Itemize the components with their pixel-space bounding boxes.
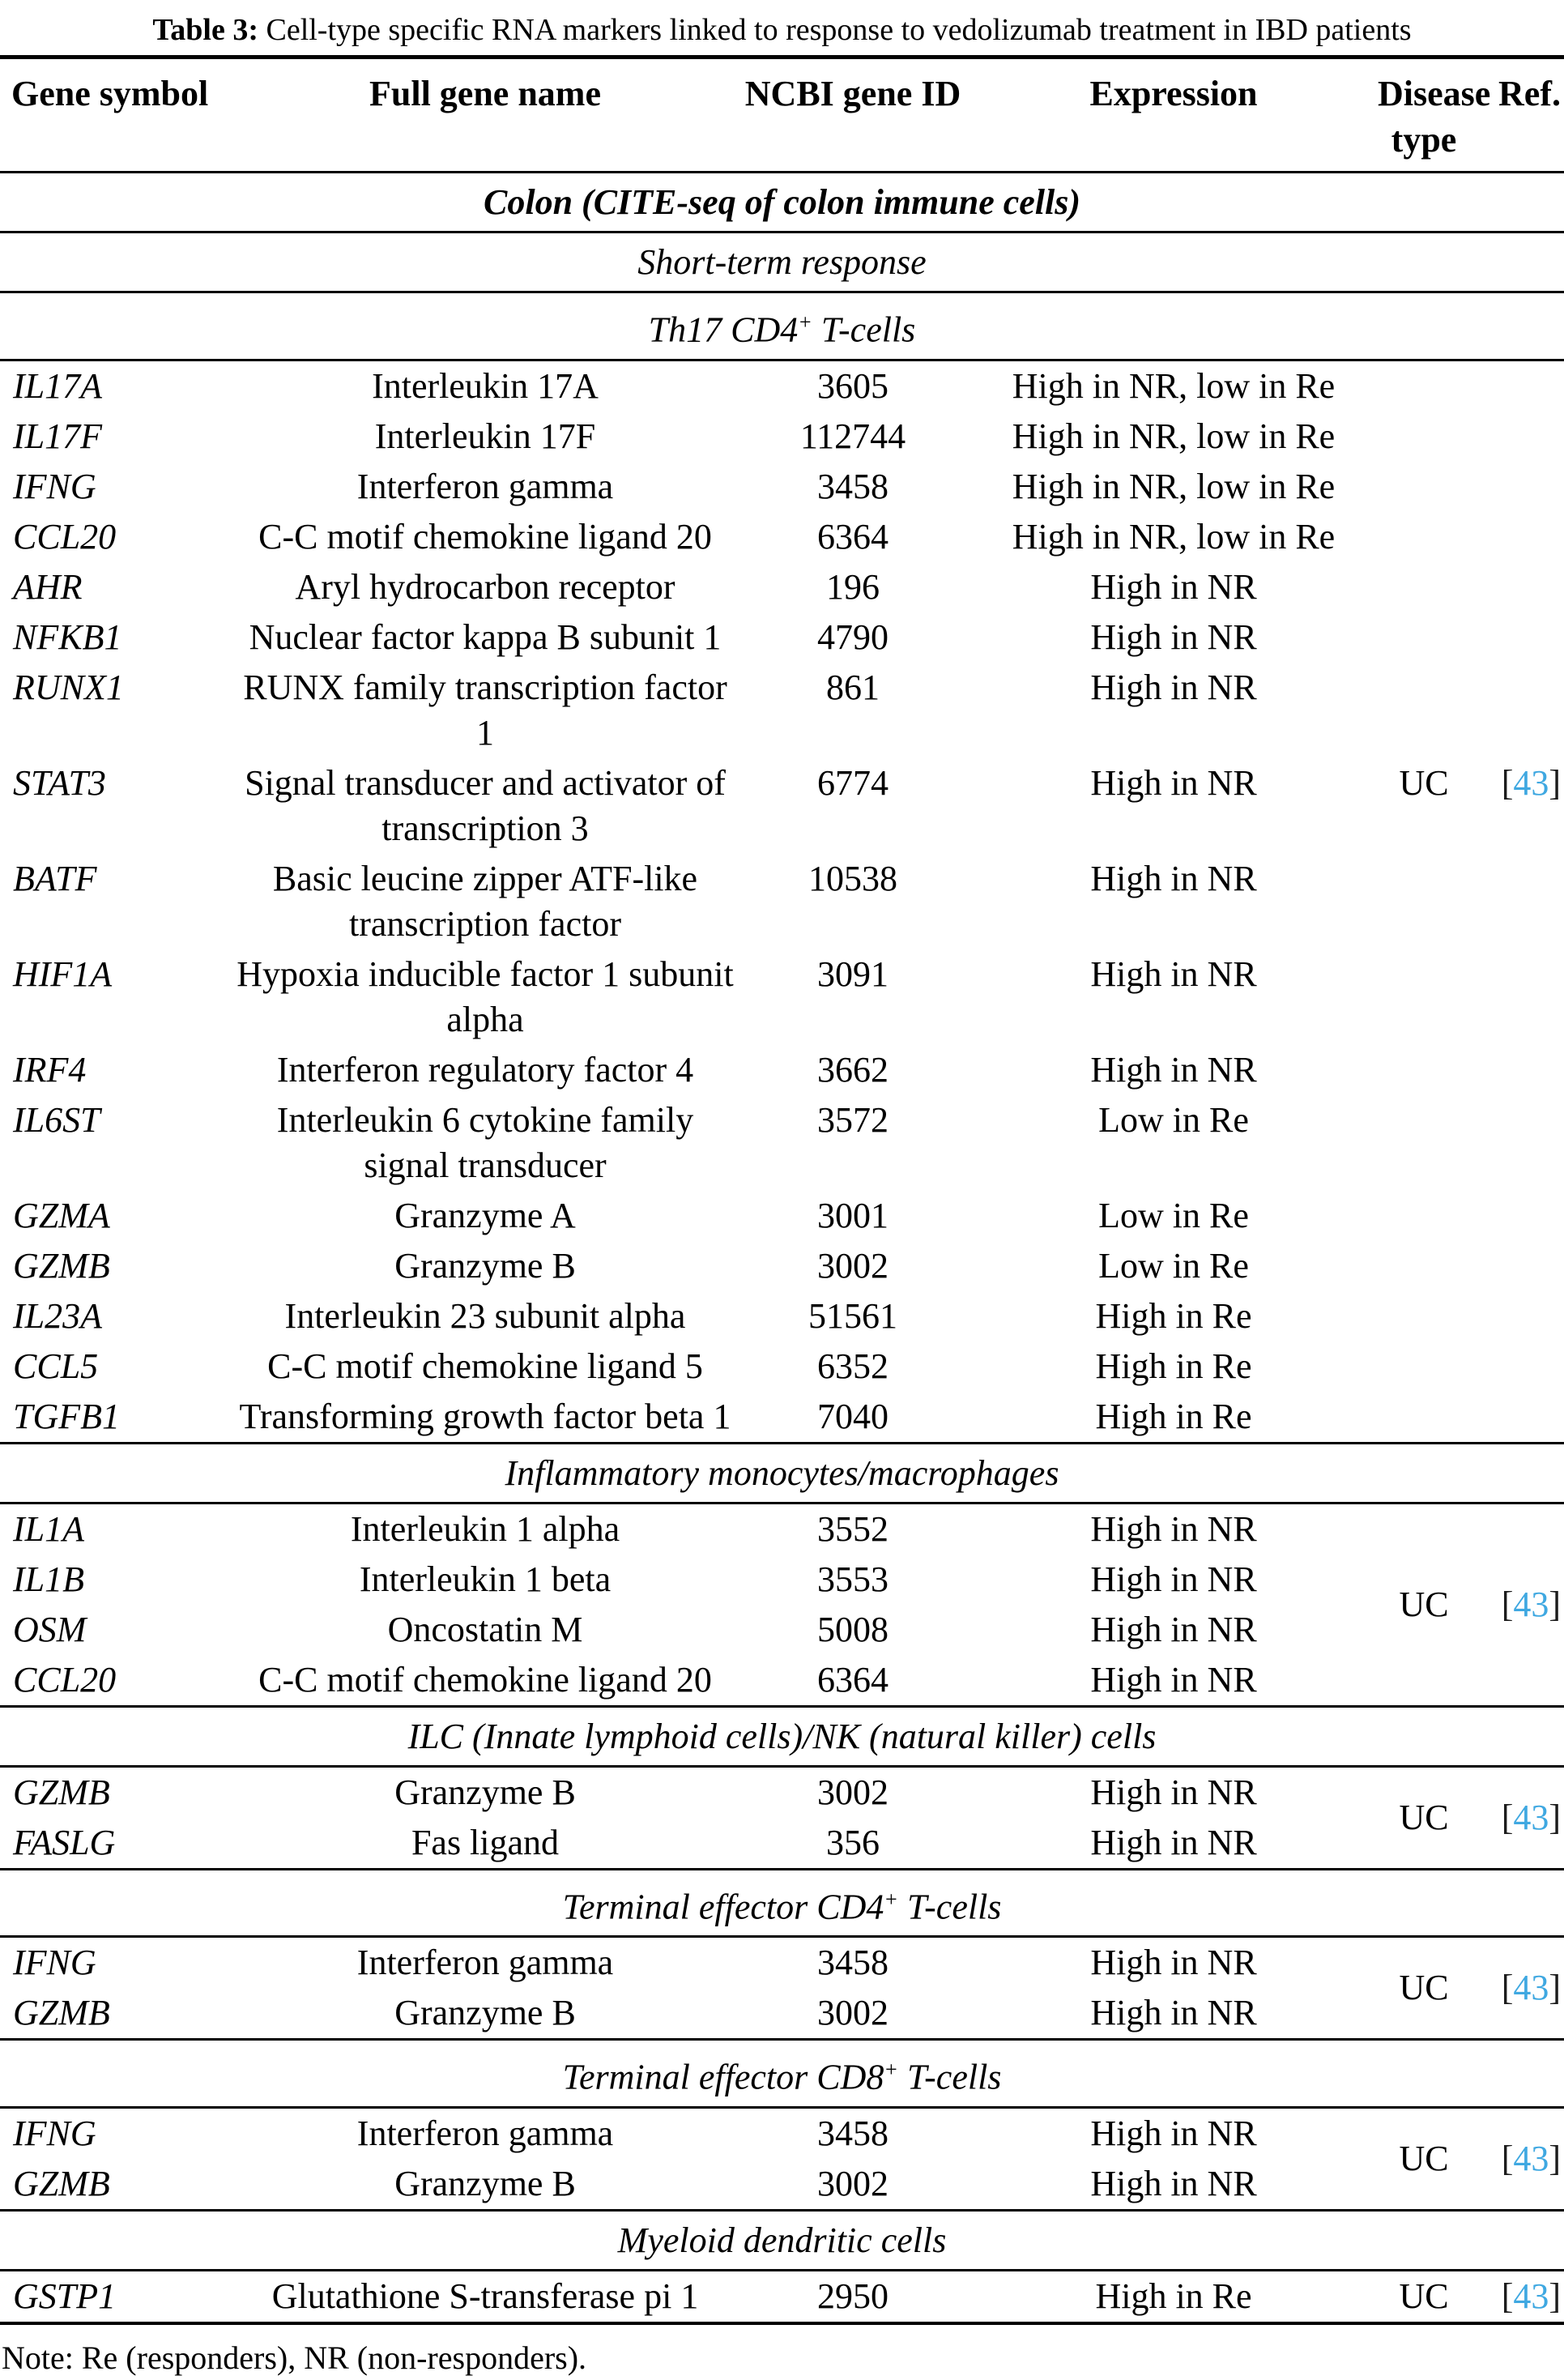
cell-disease-type: UC xyxy=(1399,2276,1449,2316)
cell-full-gene-name: Granzyme B xyxy=(394,2163,576,2203)
section-title-part: Th17 CD4 xyxy=(648,309,799,350)
cell-ncbi-gene-id: 51561 xyxy=(808,1295,897,1336)
cell-ncbi-gene-id: 112744 xyxy=(799,416,906,456)
cell-ncbi-gene-id: 3605 xyxy=(817,365,889,406)
group-header-row xyxy=(0,173,1564,232)
table-row xyxy=(0,854,1564,949)
cell-expression: Low in Re xyxy=(1098,1245,1249,1286)
cell-ref-empty xyxy=(1471,512,1564,562)
section-title-part: T-cells xyxy=(897,2057,1002,2097)
cell-disease-type-empty xyxy=(1377,1241,1471,1291)
cell-gene-symbol: GZMA xyxy=(13,1195,110,1235)
citation-link[interactable] xyxy=(1502,1585,1561,1624)
table-row xyxy=(0,1045,1564,1095)
cell-full-gene-name: Aryl hydrocarbon receptor xyxy=(295,566,675,607)
citation-number: 43 xyxy=(1513,762,1549,803)
cell-gene-symbol: IRF4 xyxy=(13,1049,87,1090)
cell-expression: High in NR xyxy=(1090,1822,1257,1862)
cell-ref-empty xyxy=(1471,462,1564,512)
section-title-part: Terminal effector CD8 xyxy=(562,2057,884,2097)
citation-number: 43 xyxy=(1513,2276,1549,2316)
cell-disease-type-empty xyxy=(1377,1095,1471,1191)
cell-expression: High in NR, low in Re xyxy=(1012,416,1336,456)
cell-disease-type: UC xyxy=(1399,1968,1449,2008)
cell-gene-symbol: CCL20 xyxy=(13,516,117,557)
cell-expression: High in NR xyxy=(1090,1609,1257,1649)
citation-link[interactable] xyxy=(1502,2276,1561,2316)
cell-gene-symbol: NFKB1 xyxy=(13,616,122,657)
table-row xyxy=(0,1766,1564,1818)
cell-gene-symbol: HIF1A xyxy=(13,953,113,994)
cell-expression: Low in Re xyxy=(1098,1099,1249,1140)
col-header-full-gene-name: Full gene name xyxy=(235,58,735,173)
cell-disease-type-empty xyxy=(1377,1341,1471,1392)
cell-ref xyxy=(1471,758,1564,854)
cell-ncbi-gene-id: 356 xyxy=(826,1822,880,1862)
table-row xyxy=(0,1988,1564,2040)
cell-disease-type-empty xyxy=(1377,512,1471,562)
cell-full-gene-name: Granzyme B xyxy=(394,1245,576,1286)
citation-bracket-open: [ xyxy=(1501,1968,1514,2008)
table-row xyxy=(0,1818,1564,1870)
cell-ncbi-gene-id: 3001 xyxy=(817,1195,889,1235)
cell-full-gene-name: C-C motif chemokine ligand 20 xyxy=(258,1659,712,1700)
cell-ref-empty xyxy=(1471,949,1564,1045)
cell-type-header-row xyxy=(0,1443,1564,1503)
cell-ref xyxy=(1471,2270,1564,2323)
cell-ref-empty xyxy=(1471,360,1564,412)
cell-full-gene-name: Interferon regulatory factor 4 xyxy=(276,1049,694,1090)
cell-type-header-row xyxy=(0,1869,1564,1937)
table-row xyxy=(0,949,1564,1045)
cell-gene-symbol: IL17A xyxy=(13,365,102,406)
cell-ref-empty xyxy=(1471,854,1564,949)
section-title-part: Inflammatory monocytes/macrophages xyxy=(505,1452,1059,1493)
section-title-part: Short-term response xyxy=(637,242,927,282)
table-row xyxy=(0,1937,1564,1989)
table-row xyxy=(0,512,1564,562)
cell-ref-empty xyxy=(1471,412,1564,462)
citation-number: 43 xyxy=(1513,1797,1549,1837)
cell-full-gene-name: Interleukin 1 alpha xyxy=(350,1508,620,1549)
citation-bracket-close: ] xyxy=(1549,1968,1561,2008)
cell-expression: High in NR xyxy=(1090,1993,1257,2033)
cell-type-header-row xyxy=(0,292,1564,360)
cell-gene-symbol: GZMB xyxy=(13,1772,110,1812)
cell-ncbi-gene-id: 3002 xyxy=(817,1772,889,1812)
cell-expression: High in NR xyxy=(1090,566,1257,607)
table-row xyxy=(0,360,1564,412)
cell-gene-symbol: TGFB1 xyxy=(13,1396,120,1436)
cell-ncbi-gene-id: 2950 xyxy=(817,2276,889,2316)
group-header-row xyxy=(0,232,1564,292)
table-header xyxy=(0,58,1564,173)
header-row xyxy=(0,58,1564,173)
cell-gene-symbol: IFNG xyxy=(13,466,96,506)
cell-expression: High in NR, low in Re xyxy=(1012,466,1336,506)
cell-ref-empty xyxy=(1471,1291,1564,1341)
cell-gene-symbol: IL1A xyxy=(13,1508,84,1549)
cell-type-header-row xyxy=(0,2040,1564,2108)
cell-full-gene-name: C-C motif chemokine ligand 20 xyxy=(258,516,712,557)
section-title xyxy=(0,1706,1564,1766)
table-row xyxy=(0,1095,1564,1191)
cell-ref xyxy=(1471,1937,1564,2040)
citation-bracket-open: [ xyxy=(1501,762,1514,803)
cell-ncbi-gene-id: 3091 xyxy=(817,953,889,994)
citation-bracket-close: ] xyxy=(1549,2276,1561,2316)
cell-expression: High in NR xyxy=(1090,1049,1257,1090)
table-row xyxy=(0,2159,1564,2211)
cell-full-gene-name: Interferon gamma xyxy=(356,2113,614,2153)
cell-ref-empty xyxy=(1471,1241,1564,1291)
cell-ncbi-gene-id: 6364 xyxy=(817,1659,889,1700)
cell-ncbi-gene-id: 6352 xyxy=(817,1346,889,1386)
cell-full-gene-name: Granzyme A xyxy=(394,1195,576,1235)
cell-type-header-row xyxy=(0,1706,1564,1766)
cell-ncbi-gene-id: 3553 xyxy=(817,1559,889,1599)
cell-ref-empty xyxy=(1471,1095,1564,1191)
cell-gene-symbol: OSM xyxy=(13,1609,87,1649)
citation-bracket-open: [ xyxy=(1501,1584,1514,1624)
cell-ncbi-gene-id: 5008 xyxy=(817,1609,889,1649)
section-title xyxy=(0,2040,1564,2108)
cell-type-header-row xyxy=(0,2210,1564,2270)
table-caption xyxy=(0,0,1564,55)
cell-ncbi-gene-id: 6774 xyxy=(817,762,889,803)
cell-gene-symbol: IL6ST xyxy=(13,1099,100,1140)
cell-expression: Low in Re xyxy=(1098,1195,1249,1235)
citation-bracket-open: [ xyxy=(1501,2138,1514,2178)
cell-ncbi-gene-id: 3458 xyxy=(817,466,889,506)
cell-gene-symbol: GZMB xyxy=(13,2163,110,2203)
cell-ncbi-gene-id: 3002 xyxy=(817,1245,889,1286)
table-row xyxy=(0,1555,1564,1605)
cell-expression: High in NR xyxy=(1090,858,1257,898)
cell-ncbi-gene-id: 861 xyxy=(826,667,880,707)
cell-expression: High in NR xyxy=(1090,667,1257,707)
cell-ncbi-gene-id: 196 xyxy=(826,566,880,607)
cell-ncbi-gene-id: 3458 xyxy=(817,1943,889,1983)
citation-number: 43 xyxy=(1513,2138,1549,2178)
citation-number: 43 xyxy=(1513,1584,1549,1624)
col-header-expression: Expression xyxy=(970,58,1377,173)
cell-gene-symbol: AHR xyxy=(13,566,83,607)
cell-ncbi-gene-id: 7040 xyxy=(817,1396,889,1436)
section-title xyxy=(0,232,1564,292)
table-row xyxy=(0,758,1564,854)
col-header-disease-type: Disease type xyxy=(1377,58,1471,173)
citation-bracket-close: ] xyxy=(1549,1584,1561,1624)
cell-ncbi-gene-id: 3002 xyxy=(817,1993,889,2033)
cell-expression: High in NR xyxy=(1090,953,1257,994)
col-header-ncbi-gene-id: NCBI gene ID xyxy=(735,58,970,173)
citation-link[interactable] xyxy=(1502,1968,1561,2007)
cell-disease-type-empty xyxy=(1377,360,1471,412)
cell-ref xyxy=(1471,1503,1564,1706)
cell-full-gene-name: Granzyme B xyxy=(394,1772,576,1812)
table-row xyxy=(0,1191,1564,1241)
citation-link[interactable] xyxy=(1502,1798,1561,1837)
citation-bracket-close: ] xyxy=(1549,2138,1561,2178)
table-row xyxy=(0,1241,1564,1291)
cell-full-gene-name: Interleukin 17A xyxy=(372,365,599,406)
cell-disease-type-empty xyxy=(1377,462,1471,512)
cell-full-gene-name: Basic leucine zipper ATF-like transcription factor xyxy=(272,858,698,944)
cell-ncbi-gene-id: 3552 xyxy=(817,1508,889,1549)
cell-expression: High in NR xyxy=(1090,1559,1257,1599)
cell-disease-type: UC xyxy=(1399,762,1449,803)
cell-ncbi-gene-id: 6364 xyxy=(817,516,889,557)
citation-bracket-close: ] xyxy=(1549,1797,1561,1837)
table-caption-text: Cell-type specific RNA markers linked to response to vedolizumab treatment in IBD patients xyxy=(258,13,1412,47)
cell-full-gene-name: C-C motif chemokine ligand 5 xyxy=(267,1346,703,1386)
cell-full-gene-name: Hypoxia inducible factor 1 subunit alpha xyxy=(237,953,734,1039)
table-row xyxy=(0,1291,1564,1341)
cell-gene-symbol: CCL20 xyxy=(13,1659,117,1700)
table-row xyxy=(0,2270,1564,2323)
section-title xyxy=(0,1869,1564,1937)
cell-ref-empty xyxy=(1471,1392,1564,1444)
table-row xyxy=(0,462,1564,512)
cell-expression: High in NR xyxy=(1090,1943,1257,1983)
cell-gene-symbol: GZMB xyxy=(13,1245,110,1286)
cell-expression: High in Re xyxy=(1095,1346,1252,1386)
cell-gene-symbol: IL17F xyxy=(13,416,102,456)
cell-ncbi-gene-id: 3572 xyxy=(817,1099,889,1140)
cell-expression: High in NR xyxy=(1090,2163,1257,2203)
table-row xyxy=(0,562,1564,612)
section-title-part: + xyxy=(798,310,812,334)
cell-full-gene-name: Signal transducer and activator of transcription 3 xyxy=(245,762,726,848)
cell-ref-empty xyxy=(1471,663,1564,758)
cell-ncbi-gene-id: 3662 xyxy=(817,1049,889,1090)
cell-ncbi-gene-id: 4790 xyxy=(817,616,889,657)
cell-full-gene-name: Oncostatin M xyxy=(387,1609,583,1649)
cell-ref xyxy=(1471,2107,1564,2210)
citation-link[interactable] xyxy=(1502,763,1561,803)
cell-ref-empty xyxy=(1471,1045,1564,1095)
cell-disease-type-empty xyxy=(1377,412,1471,462)
cell-full-gene-name: RUNX family transcription factor 1 xyxy=(243,667,727,753)
citation-number: 43 xyxy=(1513,1968,1549,2008)
cell-full-gene-name: Interleukin 6 cytokine family signal transducer xyxy=(276,1099,694,1185)
cell-disease-type-empty xyxy=(1377,854,1471,949)
cell-gene-symbol: BATF xyxy=(13,858,97,898)
cell-full-gene-name: Interleukin 1 beta xyxy=(359,1559,612,1599)
cell-ncbi-gene-id: 3002 xyxy=(817,2163,889,2203)
cell-disease-type-empty xyxy=(1377,663,1471,758)
section-title-part: + xyxy=(884,1887,898,1911)
cell-expression: High in NR xyxy=(1090,1659,1257,1700)
cell-expression: High in NR, low in Re xyxy=(1012,365,1336,406)
cell-gene-symbol: CCL5 xyxy=(13,1346,99,1386)
cell-disease-type-empty xyxy=(1377,612,1471,663)
table-caption-label: Table 3: xyxy=(152,13,258,47)
section-title-part: Colon (CITE-seq of colon immune cells) xyxy=(484,182,1080,222)
cell-expression: High in NR xyxy=(1090,616,1257,657)
citation-link[interactable] xyxy=(1502,2139,1561,2178)
table-row xyxy=(0,1655,1564,1707)
cell-disease-type: UC xyxy=(1399,1584,1449,1624)
cell-full-gene-name: Fas ligand xyxy=(411,1822,560,1862)
cell-expression: High in NR xyxy=(1090,1772,1257,1812)
cell-disease-type: UC xyxy=(1399,2138,1449,2178)
section-title-part: + xyxy=(884,2058,898,2082)
cell-expression: High in NR, low in Re xyxy=(1012,516,1336,557)
cell-full-gene-name: Interleukin 17F xyxy=(374,416,596,456)
citation-bracket-open: [ xyxy=(1501,2276,1514,2316)
cell-expression: High in NR xyxy=(1090,1508,1257,1549)
table-row xyxy=(0,2107,1564,2159)
section-title-part: ILC (Innate lymphoid cells)/NK (natural killer) cells xyxy=(407,1716,1157,1756)
cell-expression: High in Re xyxy=(1095,2276,1252,2316)
cell-disease-type-empty xyxy=(1377,1291,1471,1341)
cell-ncbi-gene-id: 10538 xyxy=(808,858,897,898)
cell-expression: High in NR xyxy=(1090,762,1257,803)
cell-disease-type-empty xyxy=(1377,949,1471,1045)
table-row xyxy=(0,663,1564,758)
cell-full-gene-name: Glutathione S-transferase pi 1 xyxy=(271,2276,699,2316)
cell-disease-type-empty xyxy=(1377,1191,1471,1241)
table-body xyxy=(0,173,1564,2323)
table-row xyxy=(0,1392,1564,1444)
table-row xyxy=(0,1605,1564,1655)
section-title xyxy=(0,173,1564,232)
table-note: Note: Re (responders), NR (non-responders). xyxy=(2,2339,587,2376)
cell-disease-type-empty xyxy=(1377,1392,1471,1444)
cell-disease-type-empty xyxy=(1377,1045,1471,1095)
cell-gene-symbol: STAT3 xyxy=(13,762,106,803)
section-title-part: Myeloid dendritic cells xyxy=(617,2220,947,2260)
cell-gene-symbol: RUNX1 xyxy=(13,667,124,707)
cell-disease-type: UC xyxy=(1399,1797,1449,1837)
section-title-part: Terminal effector CD4 xyxy=(562,1887,884,1927)
col-header-ref: Ref. xyxy=(1471,58,1564,173)
cell-ref-empty xyxy=(1471,562,1564,612)
cell-full-gene-name: Transforming growth factor beta 1 xyxy=(239,1396,731,1436)
cell-gene-symbol: IL1B xyxy=(13,1559,84,1599)
section-title-part: T-cells xyxy=(812,309,916,350)
section-title-part: T-cells xyxy=(897,1887,1002,1927)
cell-full-gene-name: Granzyme B xyxy=(394,1993,576,2033)
section-title xyxy=(0,1443,1564,1503)
cell-expression: High in Re xyxy=(1095,1295,1252,1336)
cell-gene-symbol: IL23A xyxy=(13,1295,102,1336)
cell-gene-symbol: GZMB xyxy=(13,1993,110,2033)
cell-expression: High in NR xyxy=(1090,2113,1257,2153)
cell-ref xyxy=(1471,1766,1564,1869)
cell-ncbi-gene-id: 3458 xyxy=(817,2113,889,2153)
cell-gene-symbol: FASLG xyxy=(13,1822,116,1862)
cell-full-gene-name: Interferon gamma xyxy=(356,1943,614,1983)
cell-ref-empty xyxy=(1471,1341,1564,1392)
table-row xyxy=(0,612,1564,663)
citation-bracket-close: ] xyxy=(1549,762,1561,803)
section-title xyxy=(0,292,1564,360)
cell-expression: High in Re xyxy=(1095,1396,1252,1436)
table-row xyxy=(0,1503,1564,1555)
cell-gene-symbol: IFNG xyxy=(13,1943,96,1983)
col-header-gene-symbol: Gene symbol xyxy=(0,58,235,173)
markers-table xyxy=(0,55,1564,2325)
cell-full-gene-name: Interleukin 23 subunit alpha xyxy=(284,1295,686,1336)
cell-ref-empty xyxy=(1471,1191,1564,1241)
cell-disease-type-empty xyxy=(1377,562,1471,612)
cell-full-gene-name: Interferon gamma xyxy=(356,466,614,506)
cell-gene-symbol: GSTP1 xyxy=(13,2276,117,2316)
table-row xyxy=(0,1341,1564,1392)
table-row xyxy=(0,412,1564,462)
section-title xyxy=(0,2210,1564,2270)
cell-full-gene-name: Nuclear factor kappa B subunit 1 xyxy=(249,616,722,657)
cell-gene-symbol: IFNG xyxy=(13,2113,96,2153)
citation-bracket-open: [ xyxy=(1501,1797,1514,1837)
cell-ref-empty xyxy=(1471,612,1564,663)
